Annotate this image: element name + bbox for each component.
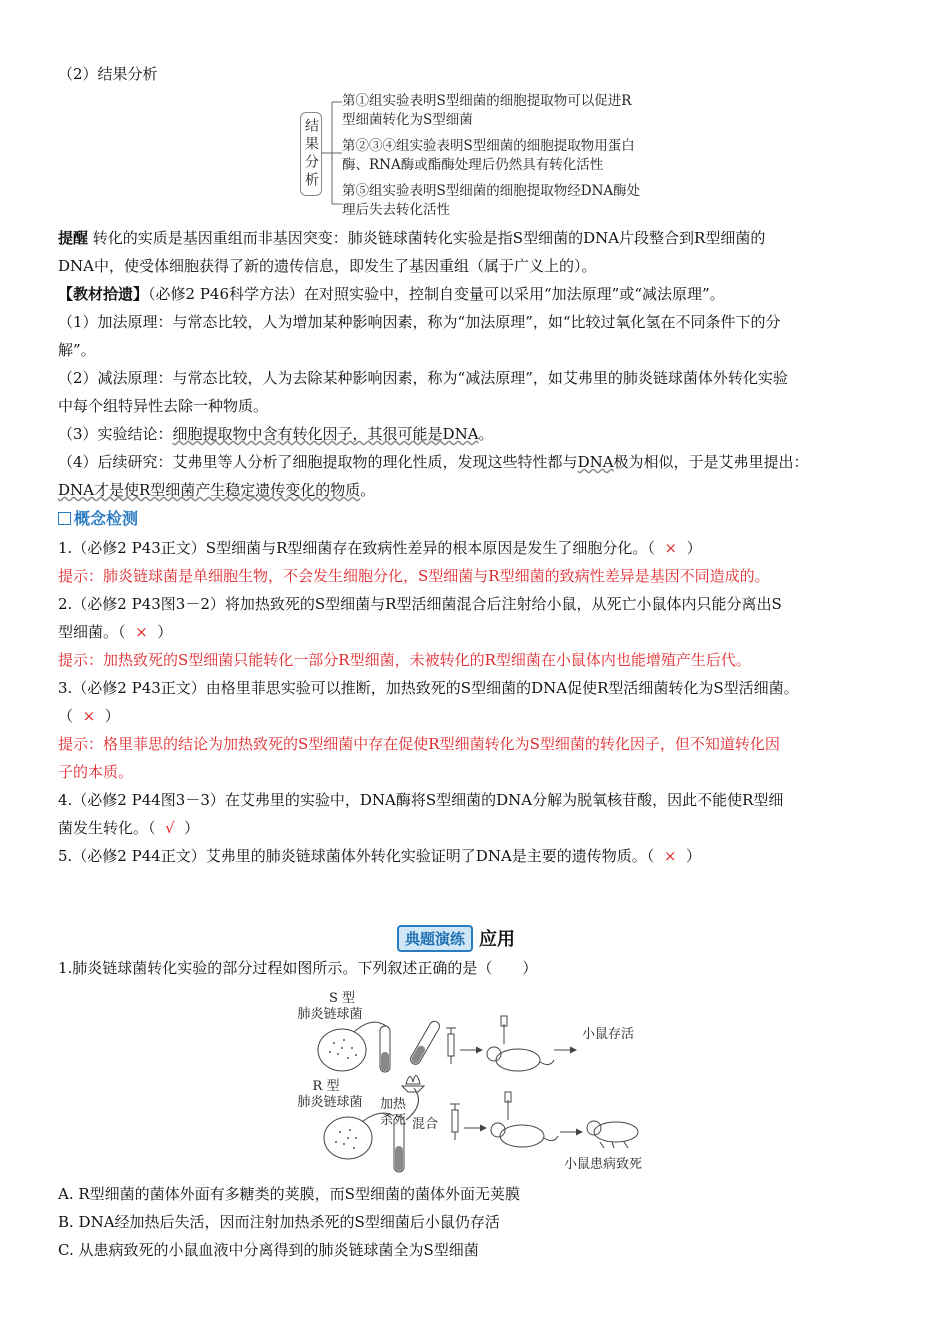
result-item-1: 第①组实验表明S型细菌的细胞提取物可以促进R 型细菌转化为S型细菌 (342, 93, 632, 128)
practice-banner (397, 924, 515, 952)
r-colonies-icon (335, 1129, 357, 1149)
option-a: A. R型细菌的菌体外面有多糖类的荚膜，而S型细菌的菌体外面无荚膜 (58, 1185, 520, 1203)
textbook-p4-cont: DNA才是使R型细菌产生稳定遗传变化的物质。 (58, 481, 376, 499)
question-2a: 2.（必修2 P43图3－2）将加热致死的S型细菌与R型活细菌混合后注射给小鼠，从死亡小鼠体内只能分离出S (58, 595, 782, 613)
heated-tube-icon (409, 1020, 442, 1067)
options-list (58, 1180, 520, 1264)
cross-mark-icon: × (135, 623, 148, 641)
section-heading-result: （2）结果分析 (58, 65, 158, 83)
reminder-line-1: 提醒 转化的实质是基因重组而非基因突变：肺炎链球菌转化实验是指S型细菌的DNA片段整合到R型细菌的 (58, 229, 766, 247)
hint-2: 提示：加热致死的S型细菌只能转化一部分R型细菌，未被转化的R型细菌在小鼠体内也能增殖产生后代。 (58, 651, 751, 669)
question-3b: （ × ） (58, 707, 120, 725)
result-analysis-label: 结果分析 (300, 112, 322, 196)
question-3a: 3.（必修2 P43正文）由格里菲思实验可以推断，加热致死的S型细菌的DNA促使R型活细菌转化为S型活细菌。 (58, 679, 799, 697)
question-4a: 4.（必修2 P44图3－3）在艾弗里的实验中，DNA酶将S型细菌的DNA分解为脱氧核苷酸，因此不能使R型细 (58, 791, 784, 809)
concept-check-title: 概念检测 (58, 504, 898, 534)
cross-mark-icon: × (664, 539, 678, 557)
checkbox-square-icon (58, 512, 71, 525)
textbook-p4: （4）后续研究：艾弗里等人分析了细胞提取物的理化性质，发现这些特性都与DNA极为相似，于是艾弗里提出： (58, 453, 809, 471)
hint-3b: 子的本质。 (58, 763, 134, 781)
s-colonies-icon (329, 1039, 357, 1059)
practice-question-stem: 1.肺炎链球菌转化实验的部分过程如图所示。下列叙述正确的是（ ） (58, 959, 538, 977)
document-page (58, 60, 890, 88)
figure-heat-a: 加热 (380, 1097, 407, 1112)
textbook-p1b: 解”。 (58, 341, 96, 359)
cross-mark-icon: × (82, 707, 96, 725)
cross-mark-icon: × (663, 847, 677, 865)
figure-s-type-a: S 型 (328, 991, 356, 1006)
option-b: B. DNA经加热后失活，因而注射加热杀死的S型细菌后小鼠仍存活 (58, 1213, 500, 1231)
syringe-top-icon (446, 1028, 456, 1064)
hint-1: 提示：肺炎链球菌是单细胞生物，不会发生细胞分化，S型细菌与R型细菌的致病性差异是基因不同造成的。 (58, 567, 770, 585)
textbook-tag: 【教材拾遗】 (58, 285, 149, 303)
s-culture-dish-icon (318, 1029, 366, 1071)
figure-dead: 小鼠患病致死 (564, 1157, 643, 1172)
figure-mix: 混合 (412, 1117, 439, 1132)
hint-3a: 提示：格里菲思的结论为加热致死的S型细菌中存在促使R型细菌转化为S型细菌的转化因子，但不知道转化因 (58, 735, 780, 753)
textbook-p2a: （2）减法原理：与常态比较，人为去除某种影响因素，称为“减法原理”，如艾弗里的肺炎链球菌体外转化实验 (58, 369, 788, 387)
result-item-3: 第⑤组实验表明S型细菌的细胞提取物经DNA酶处 理后失去转化活性 (342, 183, 641, 218)
textbook-p1a: （1）加法原理：与常态比较，人为增加某种影响因素，称为“加法原理”，如“比较过氧化氢在不同条件下的分 (58, 313, 781, 331)
banner-suffix: 应用 (479, 929, 516, 950)
textbook-intro: 【教材拾遗】（必修2 P46科学方法）在对照实验中，控制自变量可以采用“加法原理”或“减法原理”。 (58, 285, 725, 303)
figure-heat-b: 杀死 (380, 1113, 407, 1128)
question-1: 1.（必修2 P43正文）S型细菌与R型细菌存在致病性差异的根本原因是发生了细胞分化。（ × ） (58, 539, 702, 557)
experiment-figure (282, 988, 672, 1174)
mouse-dead-icon (587, 1121, 638, 1148)
banner-pill: 典题演练 (397, 925, 473, 952)
mouse-alive-icon (487, 1016, 554, 1071)
textbook-p3: （3）实验结论：细胞提取物中含有转化因子，其很可能是DNA。 (58, 425, 494, 443)
result-analysis-diagram (300, 90, 670, 220)
figure-r-type-b: 肺炎链球菌 (297, 1095, 363, 1110)
result-item-2: 第②③④组实验表明S型细菌的细胞提取物用蛋白 酶、RNA酶或酯酶处理后仍然具有转化活性 (342, 138, 635, 173)
textbook-p2b: 中每个组特异性去除一种物质。 (58, 397, 269, 415)
question-5: 5.（必修2 P44正文）艾弗里的肺炎链球菌体外转化实验证明了DNA是主要的遗传物质。（ × ） (58, 847, 701, 865)
reminder-line-2: DNA中，使受体细胞获得了新的遗传信息，即发生了基因重组（属于广义上的）。 (58, 257, 597, 275)
figure-alive: 小鼠存活 (582, 1027, 635, 1042)
syringe-bottom-icon (450, 1104, 460, 1140)
mouse-infected-icon (491, 1092, 558, 1147)
figure-r-type-a: R 型 (312, 1079, 340, 1094)
check-mark-icon: √ (165, 819, 175, 837)
body-text (58, 224, 898, 870)
figure-s-type-b: 肺炎链球菌 (297, 1007, 363, 1022)
option-c: C. 从患病致死的小鼠血液中分离得到的肺炎链球菌全为S型细菌 (58, 1241, 479, 1259)
flame-icon (406, 1075, 420, 1084)
question-2b: 型细菌。（ × ） (58, 623, 173, 641)
burner-icon (402, 1086, 424, 1092)
question-4b: 菌发生转化。（ √ ） (58, 819, 200, 837)
reminder-tag: 提醒 (58, 229, 89, 247)
